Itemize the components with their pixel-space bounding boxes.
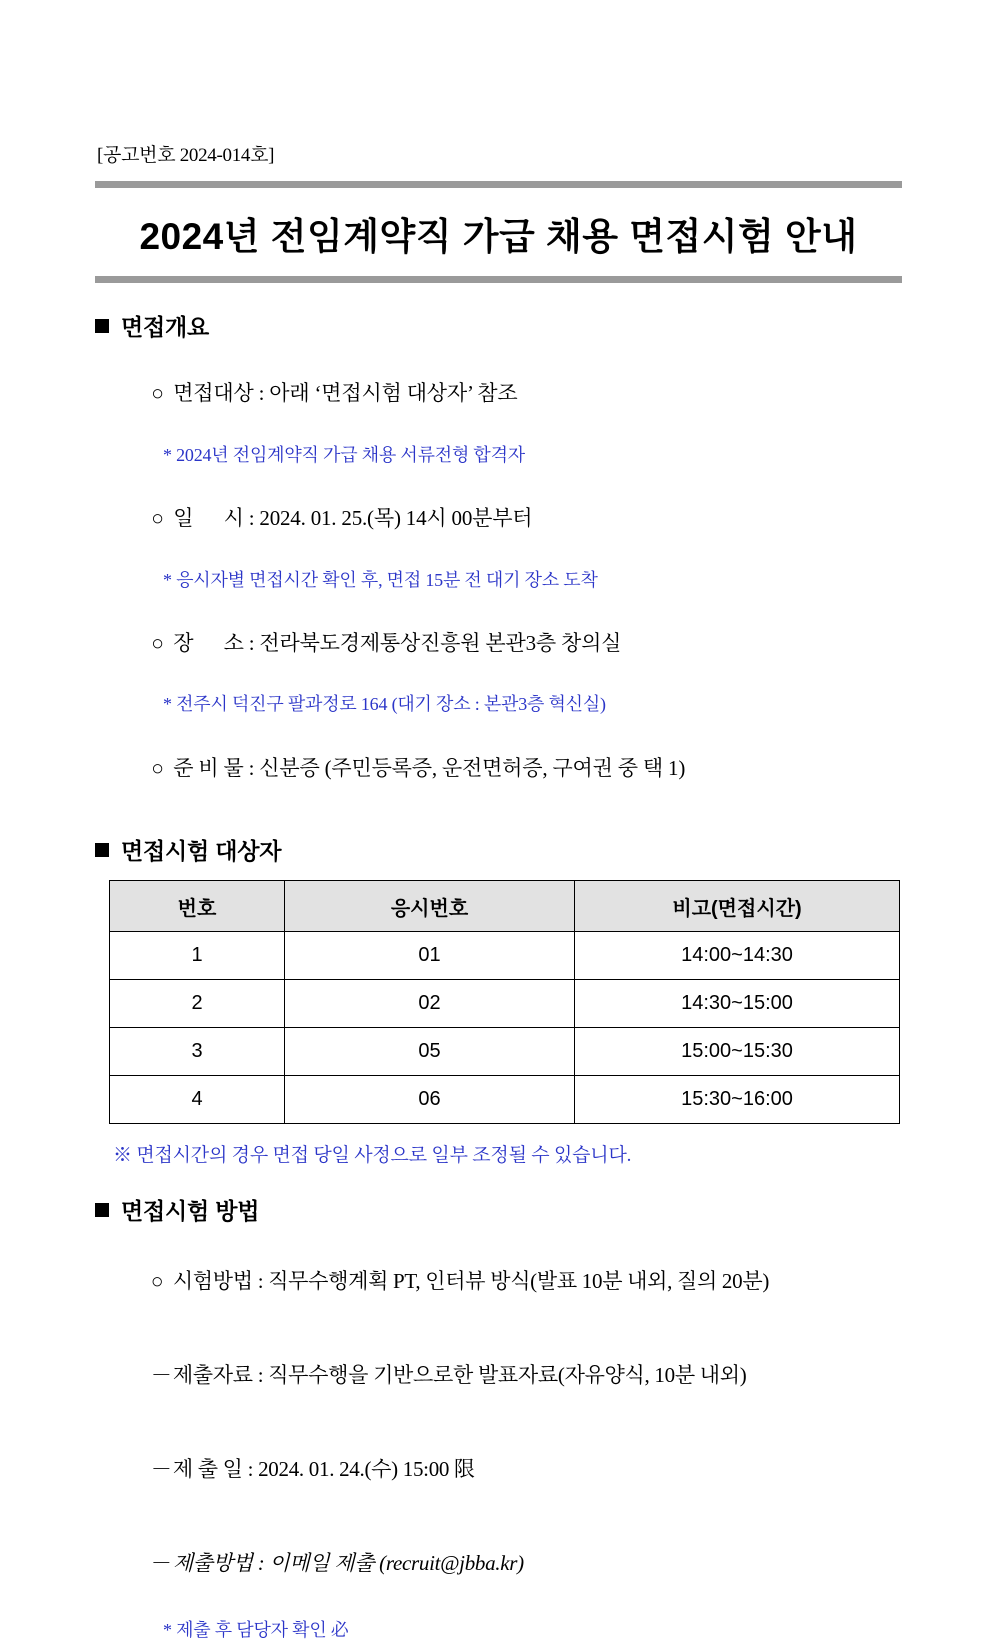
- list-item: [131, 604, 902, 683]
- list-item-text: 준 비 물 : 신분증 (주민등록증, 운전면허증, 구여권 중 택 1): [173, 755, 686, 780]
- list-item-text: 시험방법 : 직무수행계획 PT, 인터뷰 방식(발표 10분 내외, 질의 20분): [172, 1269, 770, 1293]
- title-rule-bottom: [95, 276, 902, 283]
- section-candidates-label: 면접시험 대상자: [121, 838, 282, 864]
- note-text: * 제출 후 담당자 확인 必: [163, 1620, 349, 1640]
- title-block: [95, 181, 902, 283]
- section-heading-overview: [95, 309, 902, 342]
- list-item: [131, 728, 902, 807]
- table-cell: 05: [285, 1028, 575, 1076]
- notice-number: [공고번호 2024-014호]: [97, 145, 275, 166]
- list-item-text: 제 출 일 : 2024. 01. 24.(수) 15:00 限: [172, 1457, 475, 1481]
- table-cell: 02: [285, 980, 575, 1028]
- table-header-cell: 번호: [110, 881, 285, 932]
- table-note: ※ 면접시간의 경우 면접 당일 사정으로 일부 조정될 수 있습니다.: [113, 1145, 632, 1166]
- circle-bullet-icon: ○: [151, 381, 164, 406]
- table-cell: 01: [285, 932, 575, 980]
- table-cell: 06: [285, 1076, 575, 1124]
- note-text: * 전주시 덕진구 팔과정로 164 (대기 장소 : 본관3층 혁신실): [163, 694, 606, 715]
- dash-bullet-icon: －: [150, 1457, 172, 1481]
- table-row: [110, 1076, 900, 1124]
- section-method-label: 면접시험 방법: [121, 1198, 260, 1224]
- dash-bullet-icon: －: [150, 1551, 172, 1575]
- table-cell: 3: [110, 1028, 285, 1076]
- list-item: [131, 354, 902, 433]
- square-bullet-icon: [95, 319, 109, 333]
- circle-bullet-icon: ○: [151, 506, 164, 530]
- table-row: [110, 1028, 900, 1076]
- table-row: [110, 932, 900, 980]
- table-row: [110, 980, 900, 1028]
- section-overview-label: 면접개요: [121, 314, 210, 340]
- list-item-text: 일 시 : 2024. 01. 25.(목) 14시 00분부터: [173, 506, 533, 530]
- list-item: [131, 1240, 902, 1320]
- table-header-row: [110, 881, 900, 932]
- table-header-cell: 응시번호: [285, 881, 575, 932]
- list-item: [131, 1334, 902, 1414]
- page-title: 2024년 전임계약직 가급 채용 면접시험 안내: [139, 216, 858, 257]
- table-header-cell: 비고(면접시간): [575, 881, 900, 932]
- dash-bullet-icon: －: [150, 1363, 172, 1387]
- section-heading-method: [95, 1193, 902, 1226]
- list-item-text: 면접대상 : 아래 ‘면접시험 대상자’ 참조: [173, 381, 518, 406]
- table-cell: 15:30~16:00: [575, 1076, 900, 1124]
- list-item-text: 제출방법 : 이메일 제출 (recruit@jbba.kr): [172, 1551, 524, 1575]
- note-text: * 2024년 전임계약직 가급 채용 서류전형 합격자: [163, 444, 525, 465]
- table-cell: 4: [110, 1076, 285, 1124]
- section-heading-candidates: [95, 833, 902, 866]
- square-bullet-icon: [95, 1203, 109, 1217]
- title-rule-top: [95, 181, 902, 188]
- circle-bullet-icon: ○: [151, 630, 164, 655]
- table-cell: 14:00~14:30: [575, 932, 900, 980]
- table-cell: 2: [110, 980, 285, 1028]
- square-bullet-icon: [95, 843, 109, 857]
- table-cell: 1: [110, 932, 285, 980]
- list-item-text: 제출자료 : 직무수행을 기반으로한 발표자료(자유양식, 10분 내외): [172, 1363, 747, 1387]
- list-item: [131, 479, 902, 558]
- circle-bullet-icon: ○: [151, 755, 164, 780]
- list-item: [131, 1522, 902, 1602]
- note-text: * 응시자별 면접시간 확인 후, 면접 15분 전 대기 장소 도착: [163, 569, 598, 590]
- table-cell: 15:00~15:30: [575, 1028, 900, 1076]
- list-item: [131, 1428, 902, 1508]
- candidates-table: [109, 880, 900, 1124]
- circle-bullet-icon: ○: [150, 1269, 164, 1293]
- list-item-text: 장 소 : 전라북도경제통상진흥원 본관3층 창의실: [173, 630, 622, 655]
- table-cell: 14:30~15:00: [575, 980, 900, 1028]
